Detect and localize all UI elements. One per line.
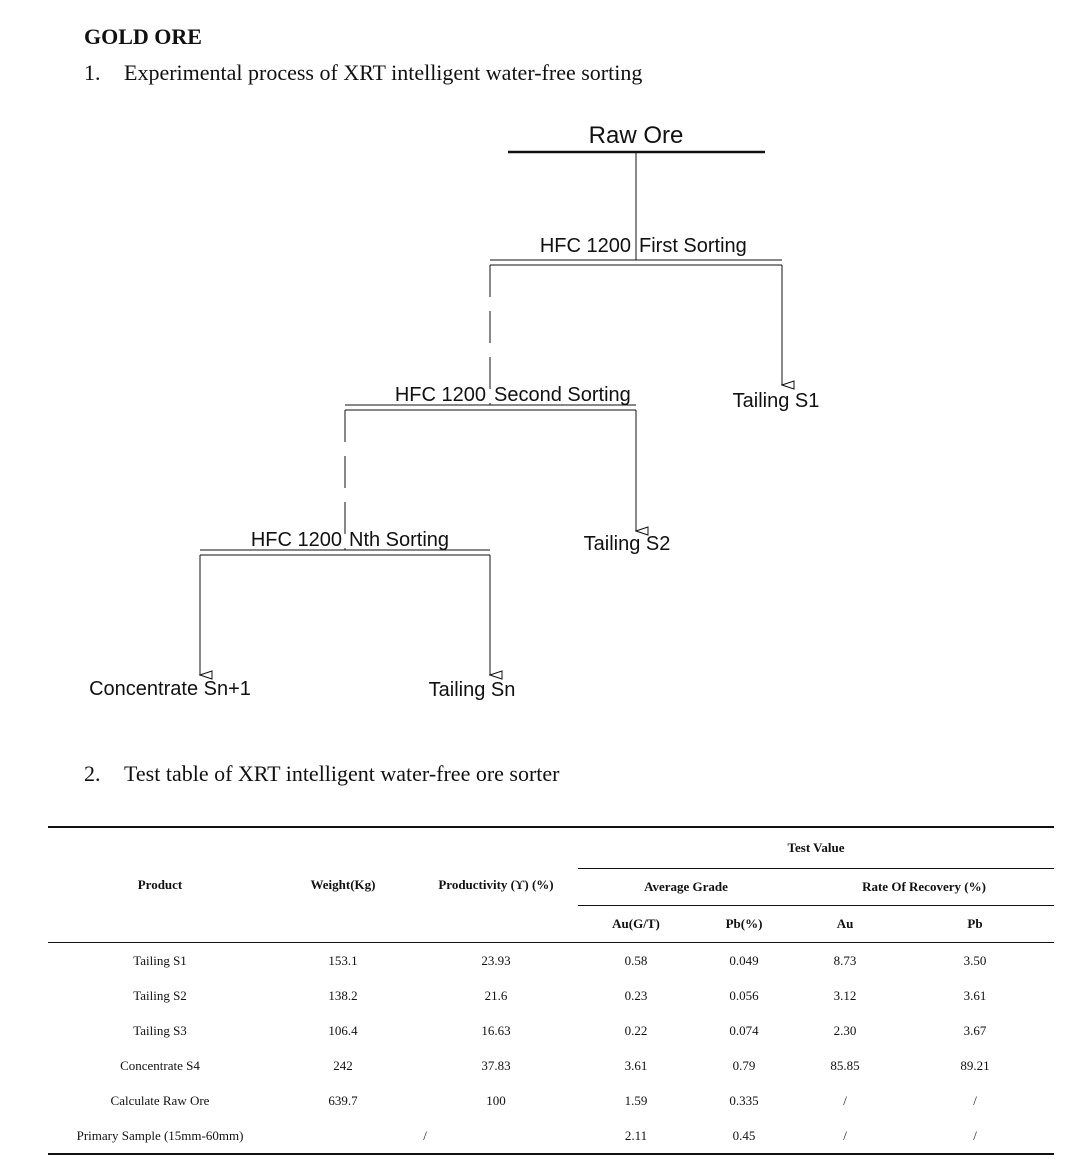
tailing-s2-label: Tailing S2: [583, 533, 671, 555]
header-au-recovery: Au: [794, 906, 896, 943]
cell-productivity: 37.83: [481, 1057, 511, 1073]
table-row: [48, 1083, 1054, 1118]
stage3-label-right: Nth Sorting: [349, 529, 450, 551]
cell-pb-grade: 0.074: [729, 1022, 759, 1038]
cell-weight-productivity-merged: /: [272, 1118, 578, 1154]
cell-pb-recovery: /: [896, 1118, 1054, 1154]
table-row-primary-sample: [48, 1118, 1054, 1154]
cell-product: Calculate Raw Ore: [110, 1092, 210, 1108]
raw-ore-label: Raw Ore: [588, 122, 684, 149]
header-pb-recovery: Pb: [896, 906, 1054, 943]
cell-au-recovery: 8.73: [833, 952, 857, 968]
cell-weight: 242: [333, 1057, 353, 1073]
cell-weight: 138.2: [328, 987, 358, 1003]
cell-pb-grade: 0.049: [729, 952, 759, 968]
cell-product: Tailing S2: [133, 987, 187, 1003]
cell-product: Tailing S1: [133, 952, 187, 968]
cell-product: Tailing S3: [133, 1022, 187, 1038]
table-row: [48, 943, 1054, 979]
cell-au-grade: 2.11: [578, 1118, 694, 1154]
cell-pb-recovery: 3.50: [963, 952, 987, 968]
cell-productivity: 21.6: [484, 987, 508, 1003]
cell-productivity: 16.63: [481, 1022, 511, 1038]
header-product: Product: [48, 827, 272, 943]
cell-au-grade: 0.58: [624, 952, 648, 968]
section-2-text: Test table of XRT intelligent water-free ore sorter: [124, 761, 560, 786]
cell-productivity: 23.93: [481, 952, 511, 968]
test-table-wrapper: [48, 826, 1054, 1155]
concentrate-label: Concentrate Sn+1: [89, 678, 251, 700]
sorting-flowchart: [0, 100, 1080, 720]
stage1-label-left: HFC 1200: [539, 235, 631, 257]
cell-weight: 639.7: [328, 1092, 358, 1108]
header-au-grade: Au(G/T): [578, 906, 694, 943]
test-table: [48, 826, 1054, 1155]
header-average-grade: Average Grade: [578, 869, 794, 906]
cell-pb-grade: 0.79: [732, 1057, 756, 1073]
cell-au-grade: 0.22: [624, 1022, 648, 1038]
section-1-title: [84, 60, 642, 86]
cell-pb-recovery: 89.21: [960, 1057, 990, 1073]
cell-pb-recovery: /: [973, 1092, 977, 1108]
stage1-label-right: First Sorting: [639, 235, 747, 257]
cell-product: Concentrate S4: [120, 1057, 200, 1073]
tailing-sn-label: Tailing Sn: [428, 679, 516, 701]
section-2-number: 2.: [84, 761, 101, 786]
cell-productivity: 100: [486, 1092, 506, 1108]
header-weight: Weight(Kg): [272, 827, 414, 943]
cell-pb-grade: 0.056: [729, 987, 759, 1003]
table-row: [48, 1048, 1054, 1083]
table-row: [48, 1013, 1054, 1048]
cell-au-grade: 1.59: [624, 1092, 648, 1108]
cell-au-recovery: 2.30: [833, 1022, 857, 1038]
header-rate-of-recovery: Rate Of Recovery (%): [794, 869, 1054, 906]
cell-au-recovery: /: [843, 1092, 847, 1108]
stage2-label-right: Second Sorting: [494, 384, 631, 406]
header-test-value: Test Value: [578, 827, 1054, 869]
stage3-label-left: HFC 1200: [250, 529, 342, 551]
cell-au-grade: 3.61: [624, 1057, 648, 1073]
header-productivity: Productivity (ϒ) (%): [414, 827, 578, 943]
cell-weight: 153.1: [328, 952, 358, 968]
cell-au-recovery: 3.12: [833, 987, 857, 1003]
cell-pb-recovery: 3.67: [963, 1022, 987, 1038]
cell-au-grade: 0.23: [624, 987, 648, 1003]
header-pb-grade: Pb(%): [694, 906, 794, 943]
section-1-text: Experimental process of XRT intelligent water-free sorting: [124, 60, 643, 85]
tailing-s1-label: Tailing S1: [732, 390, 820, 412]
cell-pb-grade: 0.335: [729, 1092, 759, 1108]
document-heading: GOLD ORE: [84, 24, 202, 49]
cell-au-recovery: /: [794, 1118, 896, 1154]
cell-pb-grade: 0.45: [694, 1118, 794, 1154]
cell-weight: 106.4: [328, 1022, 358, 1038]
table-row: [48, 978, 1054, 1013]
stage2-label-left: HFC 1200: [394, 384, 486, 406]
section-2-title: [84, 761, 560, 787]
cell-au-recovery: 85.85: [830, 1057, 860, 1073]
cell-product: Primary Sample (15mm-60mm): [48, 1118, 272, 1154]
cell-pb-recovery: 3.61: [963, 987, 987, 1003]
section-1-number: 1.: [84, 60, 101, 85]
